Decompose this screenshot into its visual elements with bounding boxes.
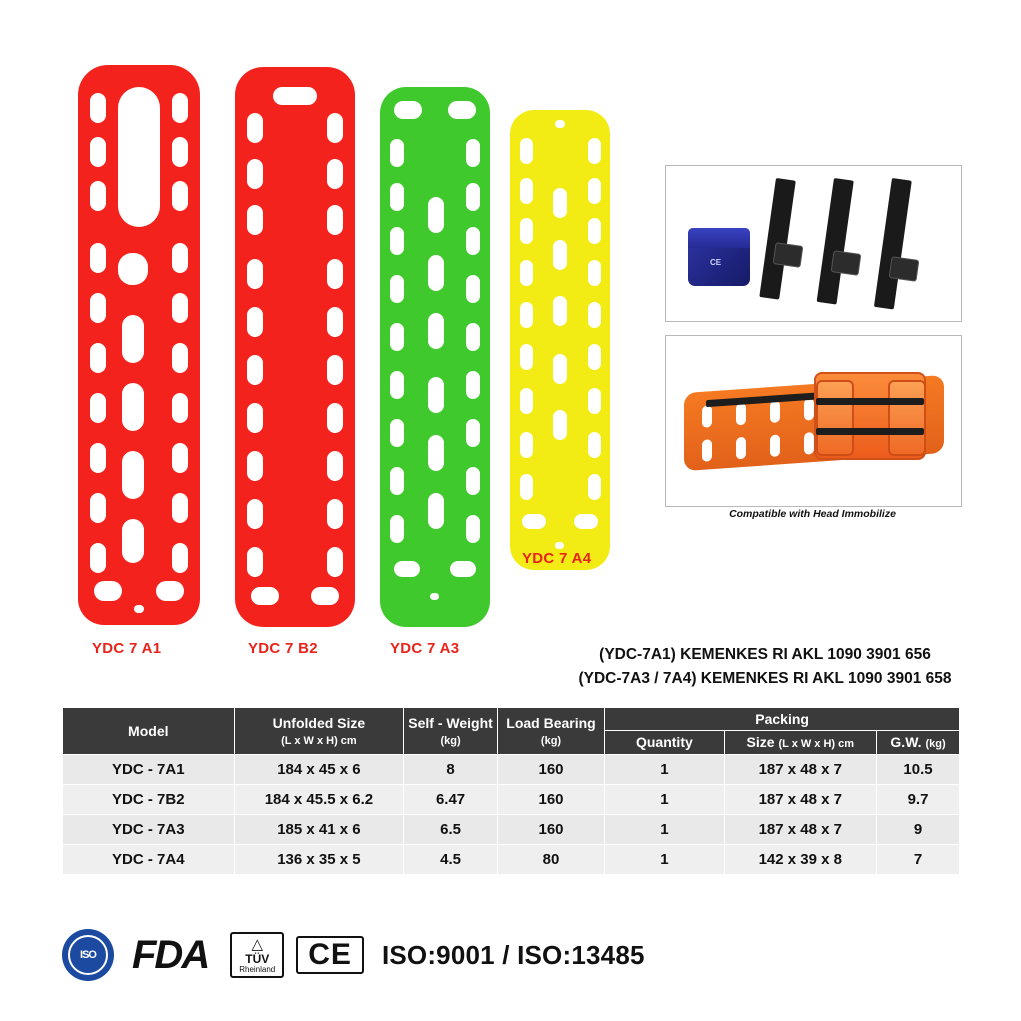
board-hole [736,403,746,426]
board-hole [172,93,188,123]
board-hole [588,138,601,164]
board-label-b2: YDC 7 B2 [248,640,318,657]
board-hole [390,183,404,211]
carry-pouch [688,228,750,286]
cell-gross-weight: 9.7 [877,784,960,814]
board-hole [394,101,422,119]
board-hole [90,293,106,323]
cell-self-weight: 6.5 [404,814,498,844]
board-hole [327,113,343,143]
board-hole [448,101,476,119]
board-hole [327,451,343,481]
head-immobilizer-side-block [816,380,854,456]
board-hole [172,243,188,273]
spine-board-ydc-7a4 [510,110,610,570]
board-hole [520,178,533,204]
board-hole [327,403,343,433]
cell-unfolded-size: 184 x 45.5 x 6.2 [234,784,404,814]
board-hole [134,605,144,613]
header-load-bearing [497,708,604,755]
board-hole [555,120,565,128]
cell-quantity: 1 [605,814,724,844]
board-hole [172,181,188,211]
tuv-rheinland-logo [230,932,284,978]
cell-quantity: 1 [605,844,724,874]
board-hole [555,542,564,549]
board-hole [520,388,533,414]
header-unfolded-size-main: Unfolded Size [272,714,366,731]
cell-quantity: 1 [605,784,724,814]
board-hole [247,547,263,577]
board-hole [466,275,480,303]
cell-model: YDC - 7B2 [63,784,235,814]
iso-standards-text: ISO:9001 / ISO:13485 [381,939,645,970]
board-hole [327,547,343,577]
board-hole [390,323,404,351]
board-hole [172,343,188,373]
board-hole [588,218,601,244]
cell-gross-weight: 9 [877,814,960,844]
board-hole [394,561,420,577]
board-hole [172,543,188,573]
table-head [63,708,960,755]
board-hole [574,514,598,529]
board-hole [390,227,404,255]
board-hole [247,451,263,481]
board-hole [273,87,317,105]
cell-unfolded-size: 185 x 41 x 6 [234,814,404,844]
board-hole [520,138,533,164]
board-hole [428,313,444,349]
board-hole [90,393,106,423]
header-gross-weight-unit: (kg) [925,738,946,751]
spine-board-ydc-7b2 [235,67,355,627]
board-hole [327,355,343,385]
board-hole [390,419,404,447]
cell-self-weight: 8 [404,754,498,784]
cell-self-weight: 6.47 [404,784,498,814]
board-hole [311,587,339,605]
cell-load-bearing: 160 [497,754,604,784]
cell-model: YDC - 7A1 [63,754,235,784]
fda-logo: FDA [132,932,209,977]
board-hole [450,561,476,577]
header-self-weight-main: Self - Weight [408,714,493,731]
board-hole [247,499,263,529]
board-hole [588,178,601,204]
head-strap [816,398,924,405]
board-hole [466,323,480,351]
board-hole [428,377,444,413]
head-immobilizer-side-block [888,380,926,456]
header-self-weight [404,708,498,755]
board-hole [553,410,567,440]
registration-line-2: (YDC-7A3 / 7A4) KEMENKES RI AKL 1090 3901 658 [578,670,952,688]
header-gross-weight-main: G.W. [890,734,922,751]
table-body [63,754,960,874]
strap [874,178,912,310]
board-hole [804,432,814,455]
header-gross-weight [877,731,960,755]
tuv-name: TÜV [245,952,270,966]
board-hole [553,188,567,218]
header-pack-size-unit: (L x W x H) cm [778,738,855,751]
board-label-a4: YDC 7 A4 [522,550,592,567]
tuv-subtitle: Rheinland [239,965,276,974]
board-hole [588,474,601,500]
pouch-flap [688,228,750,248]
board-label-a1: YDC 7 A1 [92,640,162,657]
board-hole [736,437,746,460]
ce-mark-text: CE [308,938,352,971]
board-hole [588,260,601,286]
board-hole [122,519,144,563]
board-hole [390,371,404,399]
board-hole [770,434,780,457]
cell-model: YDC - 7A4 [63,844,235,874]
board-hole [247,355,263,385]
board-hole [520,260,533,286]
cell-pack-size: 187 x 48 x 7 [724,784,877,814]
board-hole [553,354,567,384]
board-hole [466,227,480,255]
board-hole [172,493,188,523]
board-hole [327,499,343,529]
board-hole [702,405,712,428]
board-hole [553,240,567,270]
board-hole [428,197,444,233]
board-hole [390,139,404,167]
header-self-weight-unit: (kg) [440,734,461,747]
table-header-row-1 [63,708,960,731]
board-hole [122,315,144,363]
board-hole [90,443,106,473]
board-hole [90,243,106,273]
ce-mark-icon: CE [710,258,722,267]
iso-seal-icon [62,929,114,981]
cell-load-bearing: 80 [497,844,604,874]
cell-self-weight: 4.5 [404,844,498,874]
board-hole [588,302,601,328]
restraint-straps-photo [665,165,962,322]
board-hole [118,253,148,285]
board-hole [390,275,404,303]
board-hole [327,159,343,189]
table-row [63,754,960,784]
header-pack-size [724,731,877,755]
board-hole [90,93,106,123]
spine-board-ydc-7a3 [380,87,490,627]
board-hole [770,400,780,423]
cell-quantity: 1 [605,754,724,784]
photo-caption: Compatible with Head Immobilize [729,508,896,520]
cell-model: YDC - 7A3 [63,814,235,844]
board-hole [804,398,814,421]
table-row [63,844,960,874]
board-hole [94,581,122,601]
board-hole [247,403,263,433]
board-hole [588,344,601,370]
board-hole [520,474,533,500]
board-hole [390,515,404,543]
board-hole [327,307,343,337]
ce-logo [296,936,364,974]
board-hole [553,296,567,326]
board-hole [90,137,106,167]
cell-unfolded-size: 136 x 35 x 5 [234,844,404,874]
tuv-triangle-icon: △ [251,936,263,953]
board-hole [390,467,404,495]
board-hole [90,543,106,573]
header-load-bearing-main: Load Bearing [506,714,596,731]
cell-unfolded-size: 184 x 45 x 6 [234,754,404,784]
strap-buckle [889,256,920,282]
strap-buckle [773,242,804,268]
board-hole [520,344,533,370]
iso-seal-label: ISO [80,949,96,961]
board-hole [122,451,144,499]
board-hole [428,435,444,471]
header-model: Model [63,708,235,755]
strap [759,178,796,300]
table-row [63,814,960,844]
cell-load-bearing: 160 [497,814,604,844]
board-hole [172,293,188,323]
registration-numbers [555,643,975,691]
board-hole [466,183,480,211]
cell-gross-weight: 7 [877,844,960,874]
header-quantity: Quantity [605,731,724,755]
board-hole [466,371,480,399]
registration-line-1: (YDC-7A1) KEMENKES RI AKL 1090 3901 656 [599,646,931,663]
board-hole [247,205,263,235]
spine-board-ydc-7a1 [78,65,200,625]
board-hole [122,383,144,431]
board-hole [466,419,480,447]
board-hole [172,137,188,167]
board-label-a3: YDC 7 A3 [390,640,460,657]
specification-table [62,707,960,875]
header-load-bearing-unit: (kg) [540,734,562,747]
table-row [63,784,960,814]
board-hole [247,307,263,337]
board-hole [118,87,160,227]
cell-pack-size: 187 x 48 x 7 [724,754,877,784]
board-hole [466,515,480,543]
board-hole [90,181,106,211]
board-hole [522,514,546,529]
certification-logos [62,925,645,985]
board-hole [156,581,184,601]
header-pack-size-main: Size [746,734,775,751]
board-hole [466,139,480,167]
board-hole [588,388,601,414]
cell-load-bearing: 160 [497,784,604,814]
board-hole [520,432,533,458]
board-hole [247,259,263,289]
board-hole [428,255,444,291]
cell-pack-size: 142 x 39 x 8 [724,844,877,874]
strap-buckle [831,250,862,276]
board-hole [172,393,188,423]
chin-strap [816,428,924,435]
strap [817,178,854,305]
board-hole [520,302,533,328]
board-hole [430,593,439,600]
board-hole [588,432,601,458]
spine-board-illustrations [60,55,640,675]
header-packing: Packing [605,708,960,731]
board-hole [327,205,343,235]
board-hole [172,443,188,473]
board-hole [90,343,106,373]
board-hole [90,493,106,523]
board-hole [702,439,712,462]
board-hole [247,113,263,143]
header-unfolded-size-unit: (L x W x H) cm [281,734,357,747]
board-hole [251,587,279,605]
board-hole [520,218,533,244]
head-immobilizer-photo [665,335,962,507]
board-hole [247,159,263,189]
cell-pack-size: 187 x 48 x 7 [724,814,877,844]
cell-gross-weight: 10.5 [877,754,960,784]
board-hole [327,259,343,289]
board-hole [428,493,444,529]
board-hole [466,467,480,495]
header-unfolded-size [234,708,404,755]
